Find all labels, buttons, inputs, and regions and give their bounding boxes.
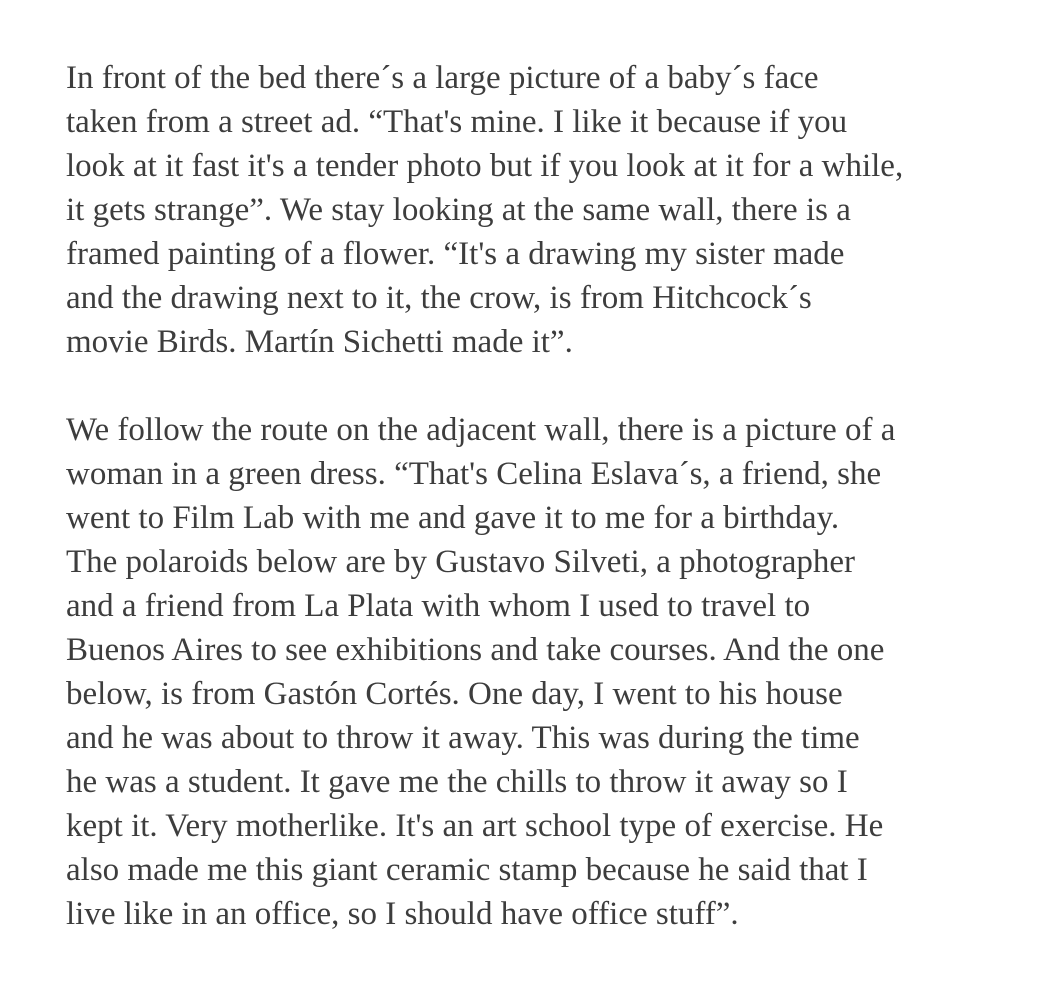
text-line: and the drawing next to it, the crow, is from Hitchcock´s: [66, 280, 812, 316]
text-line: also made me this giant ceramic stamp because he said that I: [66, 852, 868, 888]
text-line: woman in a green dress. “That's Celina Eslava´s, a friend, she: [66, 456, 882, 492]
paragraph-1: [66, 56, 1006, 364]
text-line: The polaroids below are by Gustavo Silveti, a photographer: [66, 544, 856, 580]
text-line: below, is from Gastón Cortés. One day, I went to his house: [66, 676, 843, 712]
text-line: movie Birds. Martín Sichetti made it”.: [66, 324, 573, 360]
text-line: went to Film Lab with me and gave it to me for a birthday.: [66, 500, 840, 536]
text-line: and he was about to throw it away. This was during the time: [66, 720, 860, 756]
text-line: it gets strange”. We stay looking at the same wall, there is a: [66, 192, 851, 228]
text-line: look at it fast it's a tender photo but if you look at it for a while,: [66, 148, 904, 184]
text-line: taken from a street ad. “That's mine. I like it because if you: [66, 104, 848, 140]
text-line: he was a student. It gave me the chills to throw it away so I: [66, 764, 848, 800]
text-line: We follow the route on the adjacent wall, there is a picture of a: [66, 412, 896, 448]
text-line: and a friend from La Plata with whom I used to travel to: [66, 588, 811, 624]
text-line: In front of the bed there´s a large picture of a baby´s face: [66, 60, 819, 96]
article-body: [66, 56, 1006, 980]
text-line: Buenos Aires to see exhibitions and take courses. And the one: [66, 632, 885, 668]
text-line: live like in an office, so I should have office stuff”.: [66, 896, 739, 932]
text-line: kept it. Very motherlike. It's an art school type of exercise. He: [66, 808, 884, 844]
text-line: framed painting of a flower. “It's a drawing my sister made: [66, 236, 845, 272]
paragraph-2: [66, 408, 1006, 936]
